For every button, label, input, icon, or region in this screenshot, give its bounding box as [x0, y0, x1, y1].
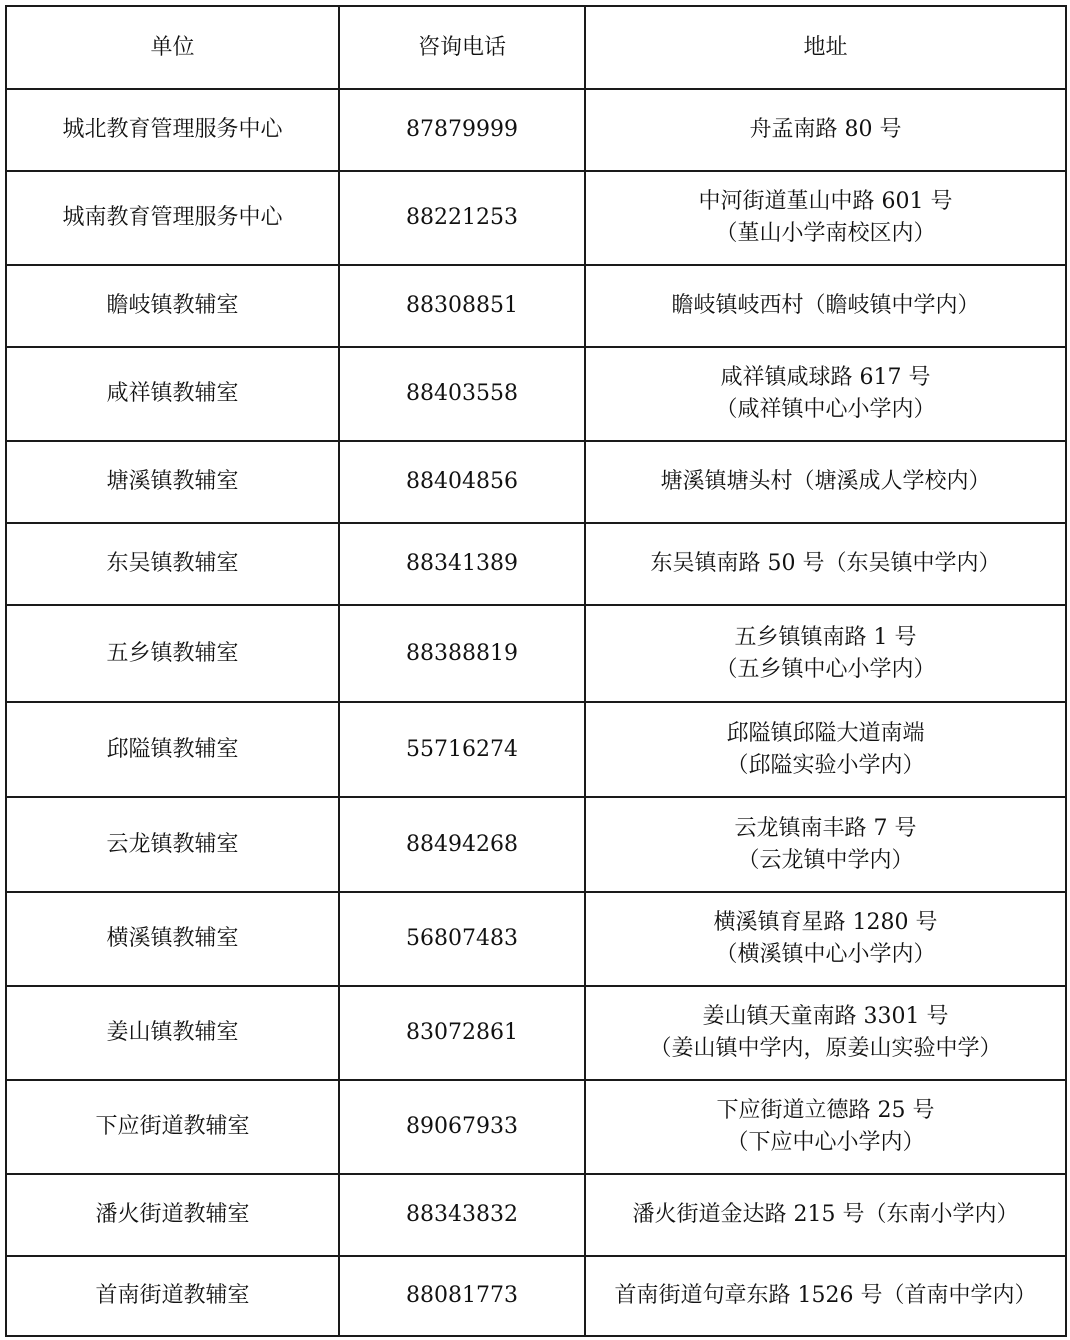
phone-cell: 88343832 — [339, 1174, 585, 1256]
unit-cell: 首南街道教辅室 — [6, 1256, 339, 1336]
phone-cell: 83072861 — [339, 986, 585, 1080]
unit-cell: 城北教育管理服务中心 — [6, 89, 339, 171]
phone-cell: 88403558 — [339, 347, 585, 441]
unit-cell: 潘火街道教辅室 — [6, 1174, 339, 1256]
header-phone: 咨询电话 — [339, 6, 585, 89]
address-line: 舟孟南路 80 号 — [749, 117, 902, 142]
unit-cell: 瞻岐镇教辅室 — [6, 265, 339, 347]
address-line: 潘火街道金达路 215 号（东南小学内） — [632, 1202, 1019, 1227]
address-line: （五乡镇中心小学内） — [715, 656, 936, 682]
address-cell — [585, 892, 1066, 986]
phone-cell: 88081773 — [339, 1256, 585, 1336]
phone-cell: 88221253 — [339, 171, 585, 265]
address-cell — [585, 605, 1066, 702]
address-cell — [585, 171, 1066, 265]
table-row — [6, 89, 1066, 171]
phone-cell: 88494268 — [339, 797, 585, 892]
table-row — [6, 347, 1066, 441]
table-row — [6, 702, 1066, 797]
unit-cell: 云龙镇教辅室 — [6, 797, 339, 892]
table-body — [6, 89, 1066, 1336]
address-line: （堇山小学南校区内） — [715, 221, 936, 246]
header-address: 地址 — [585, 6, 1066, 89]
phone-cell: 89067933 — [339, 1080, 585, 1174]
address-line: （横溪镇中心小学内） — [715, 942, 936, 967]
phone-cell: 87879999 — [339, 89, 585, 171]
address-line: 邱隘镇邱隘大道南端 — [726, 720, 925, 746]
address-cell — [585, 1256, 1066, 1336]
address-line: 塘溪镇塘头村（塘溪成人学校内） — [660, 469, 991, 494]
phone-cell: 88308851 — [339, 265, 585, 347]
address-cell — [585, 1080, 1066, 1174]
unit-cell: 姜山镇教辅室 — [6, 986, 339, 1080]
unit-cell: 邱隘镇教辅室 — [6, 702, 339, 797]
address-line: 瞻岐镇岐西村（瞻岐镇中学内） — [671, 293, 980, 318]
address-line: （姜山镇中学内，原姜山实验中学） — [649, 1036, 1002, 1061]
address-cell — [585, 441, 1066, 523]
address-line: 东吴镇南路 50 号（东吴镇中学内） — [650, 551, 1001, 576]
address-cell — [585, 702, 1066, 797]
address-line: 云龙镇南丰路 7 号 — [734, 815, 917, 841]
address-line: 下应街道立德路 25 号 — [716, 1098, 935, 1123]
unit-cell: 横溪镇教辅室 — [6, 892, 339, 986]
address-line: 中河街道堇山中路 601 号 — [698, 189, 953, 214]
address-line: 姜山镇天童南路 3301 号 — [702, 1004, 949, 1029]
table-row — [6, 1256, 1066, 1336]
address-line: 横溪镇育星路 1280 号 — [713, 910, 938, 935]
unit-cell: 五乡镇教辅室 — [6, 605, 339, 702]
header-row — [6, 6, 1066, 89]
header-unit: 单位 — [6, 6, 339, 89]
table-row — [6, 265, 1066, 347]
address-cell — [585, 89, 1066, 171]
address-line: 首南街道句章东路 1526 号（首南中学内） — [614, 1283, 1037, 1308]
address-line: （邱隘实验小学内） — [726, 752, 925, 778]
table-row — [6, 1080, 1066, 1174]
address-cell — [585, 986, 1066, 1080]
address-line: （咸祥镇中心小学内） — [715, 397, 936, 422]
phone-cell: 88341389 — [339, 523, 585, 605]
address-cell — [585, 347, 1066, 441]
consultation-table — [5, 5, 1067, 1337]
unit-cell: 下应街道教辅室 — [6, 1080, 339, 1174]
address-cell — [585, 1174, 1066, 1256]
phone-cell: 88404856 — [339, 441, 585, 523]
phone-cell: 55716274 — [339, 702, 585, 797]
unit-cell: 城南教育管理服务中心 — [6, 171, 339, 265]
table-row — [6, 1174, 1066, 1256]
address-line: 咸祥镇咸球路 617 号 — [720, 365, 931, 390]
unit-cell: 咸祥镇教辅室 — [6, 347, 339, 441]
address-line: （云龙镇中学内） — [737, 847, 914, 873]
table-row — [6, 605, 1066, 702]
phone-cell: 56807483 — [339, 892, 585, 986]
address-cell — [585, 523, 1066, 605]
table-row — [6, 441, 1066, 523]
table-row — [6, 523, 1066, 605]
table-row — [6, 797, 1066, 892]
table-row — [6, 892, 1066, 986]
address-line: 五乡镇镇南路 1 号 — [734, 624, 917, 650]
unit-cell: 东吴镇教辅室 — [6, 523, 339, 605]
address-cell — [585, 265, 1066, 347]
phone-cell: 88388819 — [339, 605, 585, 702]
address-line: （下应中心小学内） — [726, 1130, 925, 1155]
table-row — [6, 986, 1066, 1080]
address-cell — [585, 797, 1066, 892]
unit-cell: 塘溪镇教辅室 — [6, 441, 339, 523]
table-row — [6, 171, 1066, 265]
